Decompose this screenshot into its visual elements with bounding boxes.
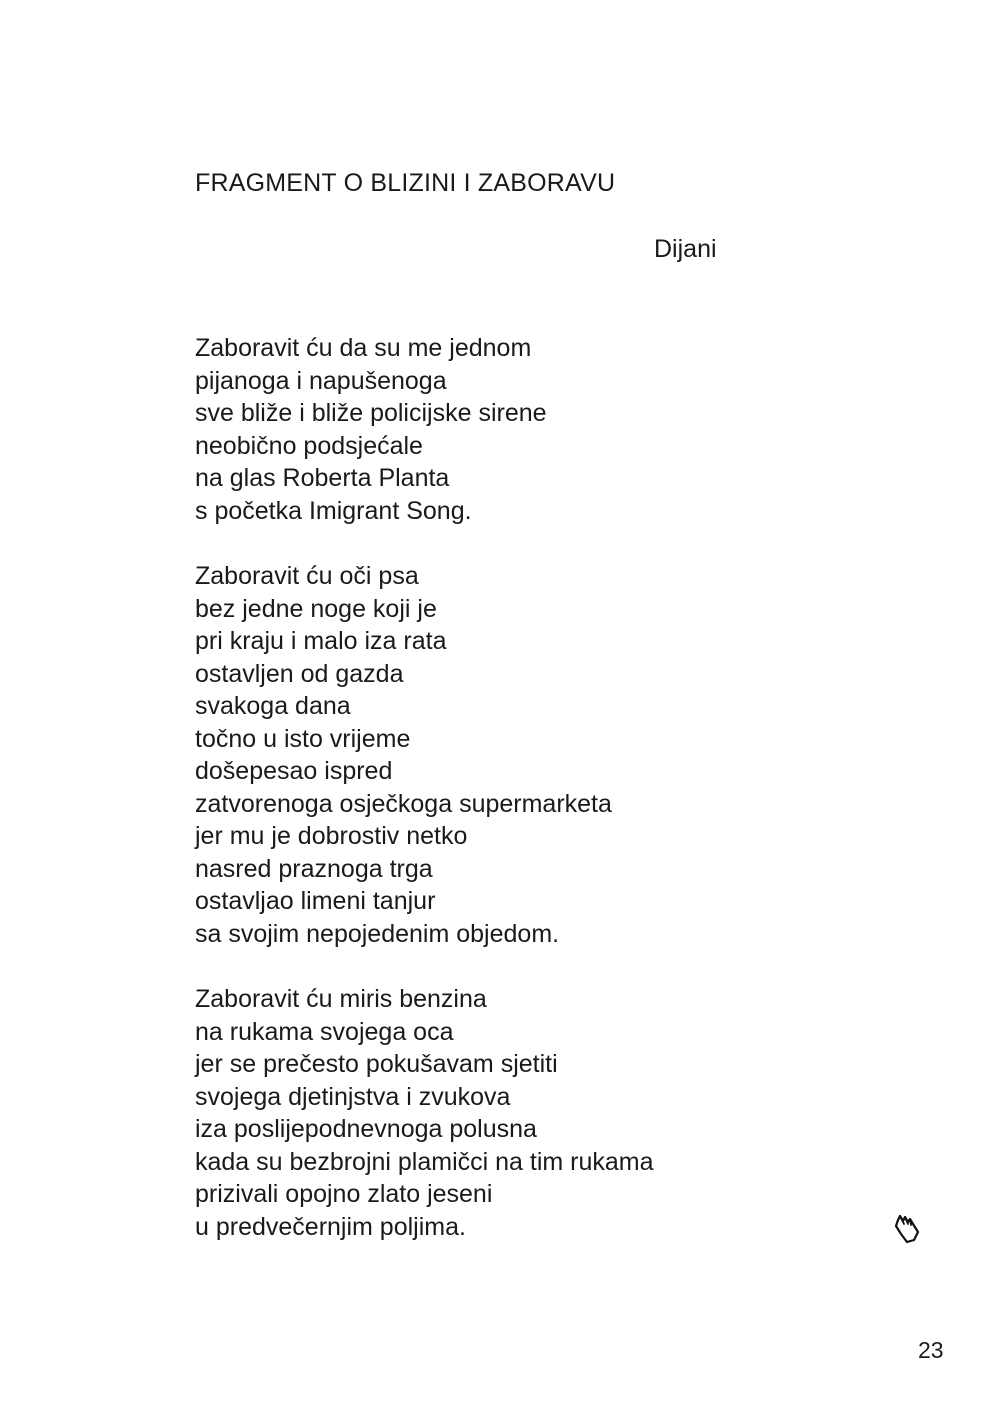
- poem-line: svakoga dana: [195, 692, 351, 720]
- hand-pointer-icon: [892, 1212, 926, 1246]
- stanza-1: [195, 332, 654, 527]
- poem-line: zatvorenoga osječkoga supermarketa: [195, 789, 612, 818]
- poem-line: s početka Imigrant Song.: [195, 496, 472, 525]
- poem-line: pijanoga i napušenoga: [195, 366, 447, 395]
- poem-line: došepesao ispred: [195, 757, 393, 785]
- poem-line: prizivali opojno zlato jeseni: [195, 1180, 493, 1208]
- poem-line: Zaboravit ću oči psa: [195, 562, 419, 590]
- poem-line: kada su bezbrojni plamičci na tim rukama: [195, 1147, 654, 1176]
- stanza-2: [195, 560, 654, 950]
- poem-line: bez jedne noge koji je: [195, 594, 437, 623]
- poem-line: jer se prečesto pokušavam sjetiti: [195, 1050, 558, 1078]
- poem-line: jer mu je dobrostiv netko: [195, 822, 468, 850]
- poem-line: ostavljen od gazda: [195, 659, 404, 688]
- poem-line: na glas Roberta Planta: [195, 464, 450, 492]
- poem-line: pri kraju i malo iza rata: [195, 627, 447, 655]
- poem-line: točno u isto vrijeme: [195, 724, 411, 753]
- poem-line: neobično podsjećale: [195, 431, 423, 460]
- poem-line: sve bliže i bliže policijske sirene: [195, 399, 547, 427]
- poem-body: [195, 332, 654, 1243]
- poem-line: sa svojim nepojedenim objedom.: [195, 919, 560, 948]
- stanza-3: [195, 983, 654, 1243]
- poem-title: FRAGMENT O BLIZINI I ZABORAVU: [195, 169, 616, 197]
- poem-line: ostavljao limeni tanjur: [195, 887, 436, 915]
- poem-line: Zaboravit ću da su me jednom: [195, 334, 532, 362]
- poem-line: na rukama svojega oca: [195, 1017, 454, 1046]
- stanza-gap: [195, 527, 654, 560]
- stanza-gap: [195, 950, 654, 983]
- poem-line: u predvečernjim poljima.: [195, 1212, 466, 1241]
- poem-line: nasred praznoga trga: [195, 854, 433, 883]
- poem-line: svojega djetinjstva i zvukova: [195, 1082, 511, 1111]
- poem-dedication: Dijani: [654, 235, 717, 263]
- poem-line: iza poslijepodnevnoga polusna: [195, 1115, 537, 1143]
- page-number: 23: [918, 1337, 944, 1363]
- poem-line: Zaboravit ću miris benzina: [195, 985, 487, 1013]
